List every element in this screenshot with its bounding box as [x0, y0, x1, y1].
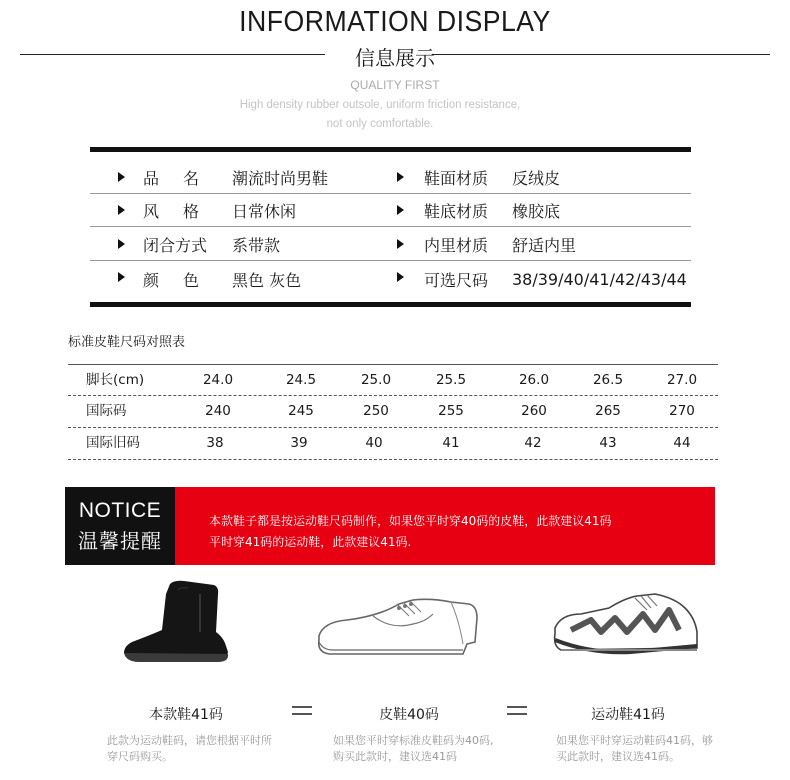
spec-row — [90, 194, 691, 227]
table-cell: 265 — [595, 403, 621, 419]
row-header: 脚长(cm) — [86, 372, 145, 388]
shoe-note-line: 如果您平时穿标准皮鞋码为40码, — [333, 734, 494, 747]
table-cell: 27.0 — [666, 372, 698, 388]
spec-value: 日常休闲 — [232, 202, 297, 221]
arrow-right-icon — [397, 272, 404, 282]
arrow-right-icon — [118, 205, 125, 215]
shoe-note — [107, 733, 272, 765]
shoe-note — [556, 733, 713, 765]
spec-top-bar — [90, 147, 691, 152]
spec-value: 潮流时尚男鞋 — [232, 169, 329, 188]
notice-message — [175, 487, 715, 565]
table-cell: 240 — [205, 403, 231, 419]
spec-value: 38/39/40/41/42/43/44 — [512, 270, 687, 289]
spec-value: 橡胶底 — [512, 202, 561, 221]
spec-label: 鞋面材质 — [424, 169, 489, 188]
table-cell: 245 — [288, 403, 314, 419]
shoe-note-line: 如果您平时穿运动鞋码41码，够 — [556, 734, 713, 747]
table-cell: 26.5 — [592, 372, 624, 388]
row-header: 国际码 — [86, 403, 127, 419]
arrow-right-icon — [397, 205, 404, 215]
spec-label: 鞋底材质 — [424, 202, 489, 221]
arrow-right-icon — [118, 272, 125, 282]
table-cell: 40 — [365, 435, 383, 451]
spec-label: 可选尺码 — [424, 271, 489, 290]
spec-label: 内里材质 — [424, 236, 489, 255]
table-row — [68, 428, 718, 460]
arrow-right-icon — [397, 172, 404, 182]
spec-value: 系带款 — [232, 236, 281, 255]
table-cell: 44 — [673, 435, 691, 451]
table-cell: 41 — [442, 435, 460, 451]
arrow-right-icon — [397, 239, 404, 249]
table-cell: 250 — [363, 403, 389, 419]
table-cell: 25.0 — [360, 372, 392, 388]
quality-description — [0, 96, 760, 134]
shoe-note — [333, 733, 494, 765]
shoe-size-label: 本款鞋41码 — [149, 707, 223, 723]
equals-icon — [292, 704, 312, 716]
notice-badge — [65, 487, 175, 565]
row-header: 国际旧码 — [86, 435, 140, 451]
leather-shoe-image — [313, 570, 483, 690]
table-cell: 25.5 — [435, 372, 467, 388]
arrow-right-icon — [118, 172, 125, 182]
sneaker-image — [551, 570, 701, 690]
quality-description-line: not only comfortable. — [326, 118, 434, 130]
table-cell: 24.5 — [285, 372, 317, 388]
spec-label: 品名 — [143, 169, 224, 188]
spec-row — [90, 161, 691, 194]
page-subtitle: 信息展示 — [355, 46, 435, 70]
size-table — [68, 364, 718, 460]
spec-value: 黑色 灰色 — [232, 271, 302, 290]
spec-row — [90, 228, 691, 261]
shoe-note-line: 买此款时，建议选41码。 — [556, 750, 680, 763]
spec-row — [90, 263, 691, 296]
spec-table — [90, 147, 691, 307]
notice-title-en: NOTICE — [78, 499, 162, 522]
spec-label: 风格 — [143, 202, 224, 221]
spec-label: 颜色 — [143, 271, 224, 290]
size-table-title: 标准皮鞋尺码对照表 — [68, 335, 186, 350]
shoe-note-line: 穿尺码购买。 — [107, 750, 173, 763]
notice-line: 平时穿41码的运动鞋，此款建议41码. — [209, 535, 412, 549]
quality-tagline: QUALITY FIRST — [350, 78, 440, 92]
spec-value: 反绒皮 — [512, 169, 561, 188]
page-title: INFORMATION DISPLAY — [239, 6, 551, 38]
table-cell: 39 — [290, 435, 308, 451]
row-divider — [90, 260, 691, 261]
row-divider — [90, 226, 691, 227]
boot-image — [118, 570, 238, 690]
spec-bottom-bar — [90, 302, 691, 307]
equals-icon — [507, 704, 527, 716]
notice-title-cn: 温馨提醒 — [78, 529, 162, 553]
table-row — [68, 396, 718, 428]
table-cell: 43 — [599, 435, 617, 451]
table-cell: 24.0 — [202, 372, 234, 388]
arrow-right-icon — [118, 239, 125, 249]
spec-value: 舒适内里 — [512, 236, 577, 255]
table-cell: 42 — [524, 435, 542, 451]
shoe-size-label: 运动鞋41码 — [591, 707, 665, 723]
notice-line: 本款鞋子都是按运动鞋尺码制作，如果您平时穿40码的皮鞋，此款建议41码 — [209, 514, 612, 528]
table-cell: 38 — [206, 435, 224, 451]
shoe-note-line: 购买此款时，建议选41码 — [333, 750, 457, 763]
table-cell: 260 — [521, 403, 547, 419]
table-cell: 26.0 — [518, 372, 550, 388]
quality-description-line: High density rubber outsole, uniform friction resistance, — [239, 99, 521, 111]
shoe-size-label: 皮鞋40码 — [379, 707, 439, 723]
table-cell: 270 — [669, 403, 695, 419]
table-cell: 255 — [438, 403, 464, 419]
spec-label: 闭合方式 — [143, 236, 208, 255]
shoe-note-line: 此款为运动鞋码，请您根据平时所 — [107, 734, 272, 747]
table-row — [68, 364, 718, 396]
